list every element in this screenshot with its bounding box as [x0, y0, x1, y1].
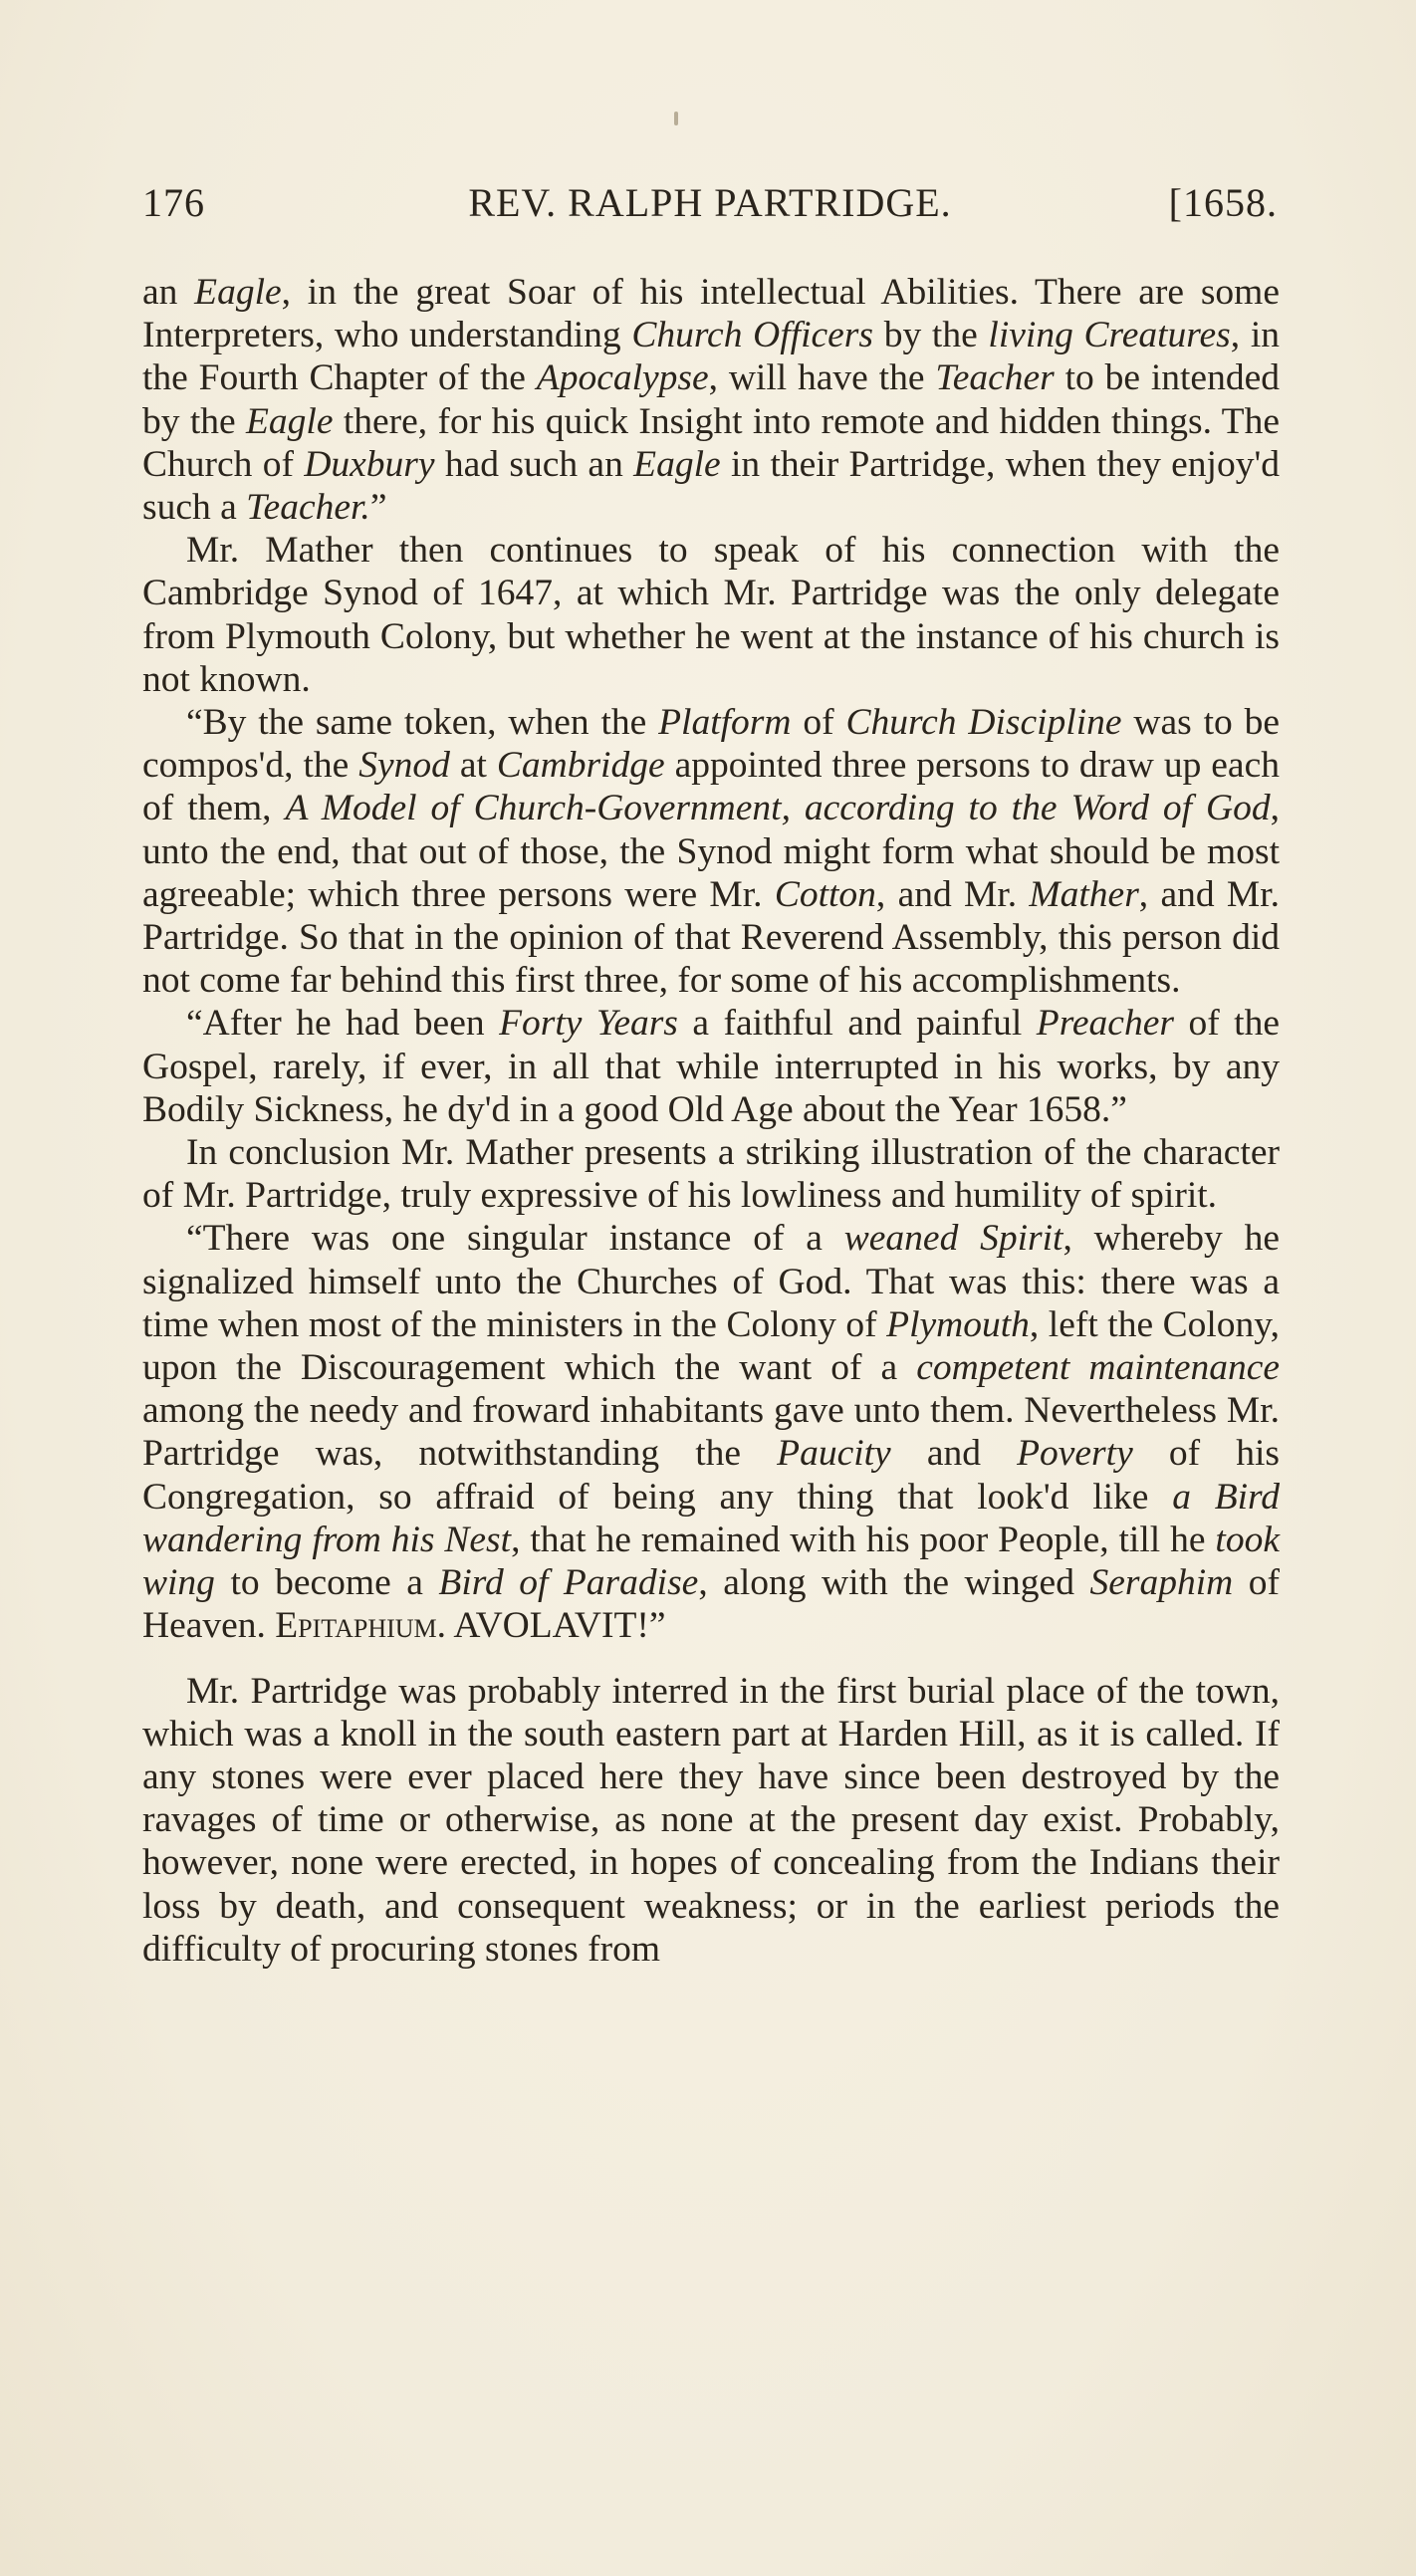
paragraph-burial-place: Mr. Partridge was probably interred in the first burial place of the town, which was a knoll in the south eastern part at Harden Hill, as it is called. If any stones were ever placed here they have since been destroyed by the ravages of time or otherwise, as none at the present day exist. Probably, however, none were erected, in hopes of concealing from the Indians their loss by death, and consequent weakness; or in the earliest periods the difficulty of procuring stones from	[142, 1670, 1280, 1970]
italic-run: Paucity	[777, 1433, 891, 1475]
italic-run: Eagle	[246, 400, 334, 442]
italic-run: Plymouth	[886, 1303, 1030, 1345]
italic-run: Teacher	[935, 357, 1055, 399]
italic-run: living Creatures	[988, 315, 1231, 356]
italic-run: Cotton	[774, 873, 876, 915]
paragraph-platform-quote: “By the same token, when the Platform of Church Discipline was to be compos'd, the Synod at Cambridge appointed three persons to draw up each of them, A Model of Church-Government, according to the Word of God, unto the end, that out of those, the Synod might form what should be most agreeable; which three persons were Mr. Cotton, and Mr. Mather, and Mr. Partridge. So that in the opinion of that Reverend Assembly, this person did not come far behind this first three, for some of his accomplishments.	[142, 702, 1280, 1002]
italic-run: Cambridge	[496, 745, 665, 787]
italic-run: competent maintenance	[916, 1347, 1281, 1389]
italic-run: weaned Spirit	[843, 1218, 1063, 1260]
italic-run: Church Officers	[631, 315, 873, 356]
paragraph-conclusion: In conclusion Mr. Mather presents a striking illustration of the character of Mr. Partridge, truly expressive of his lowliness and humility of spirit.	[142, 1132, 1280, 1217]
italic-run: Teacher.	[246, 487, 370, 529]
small-caps-run: Epitaphium.	[275, 1605, 447, 1647]
paragraph-forty-years-quote: “After he had been Forty Years a faithful and painful Preacher of the Gospel, rarely, if ever, in all that while interrupted in his works, by any Bodily Sickness, he dy'd in a good Old Age about the Year 1658.”	[142, 1003, 1280, 1130]
italic-run: a Bird wandering from his Nest	[142, 1476, 1280, 1560]
paragraph-weaned-spirit-quote: “There was one singular instance of a weaned Spirit, whereby he signalized himself unto the Churches of God. That was this: there was a time when most of the ministers in the Colony of Plymouth, left the Colony, upon the Discouragement which the want of a competent maintenance among the needy and froward inhabitants gave unto them. Nevertheless Mr. Partridge was, notwithstanding the Paucity and Poverty of his Congregation, so affraid of being any thing that look'd like a Bird wandering from his Nest, that he remained with his poor People, till he took wing to become a Bird of Paradise, along with the winged Seraphim of Heaven. Epitaphium. AVOLAVIT!”	[142, 1218, 1281, 1647]
paragraph-cambridge-synod: Mr. Mather then continues to speak of his connection with the Cambridge Synod of 1647, at which Mr. Partridge was the only delegate from Plymouth Colony, but whether he went at the instance of his church is not known.	[142, 530, 1280, 700]
italic-run: Seraphim	[1089, 1562, 1234, 1604]
italic-run: Eagle	[194, 272, 282, 313]
italic-run: Church Discipline	[845, 702, 1122, 744]
page-number: 176	[142, 180, 205, 225]
italic-run: Preacher	[1036, 1003, 1174, 1045]
italic-run: took wing	[142, 1519, 1280, 1604]
italic-run: Poverty	[1017, 1433, 1133, 1475]
italic-run: Forty Years	[499, 1003, 678, 1045]
running-title: REV. RALPH PARTRIDGE.	[468, 180, 952, 225]
italic-run: Bird of Paradise	[438, 1562, 699, 1604]
ink-mark	[674, 112, 678, 125]
italic-run: Duxbury	[304, 443, 435, 485]
italic-run: Eagle	[633, 443, 721, 485]
italic-run: Synod	[358, 745, 450, 787]
paragraph-eagle-quote: an Eagle, in the great Soar of his intellectual Abilities. There are some Interpreters, who understanding Church Officers by the living Creatures, in the Fourth Chapter of the Apocalypse, will have the Teacher to be intended by the Eagle there, for his quick Insight into remote and hidden things. The Church of Duxbury had such an Eagle in their Partridge, when they enjoy'd such a Teacher.”	[142, 272, 1280, 529]
running-header	[142, 179, 1278, 229]
body-text	[142, 271, 1280, 1971]
running-year: [1658.	[1168, 180, 1278, 225]
italic-run: A Model of Church-Government, according to the Word of God	[285, 788, 1271, 829]
italic-run: Platform	[658, 702, 792, 744]
italic-run: Apocalypse	[536, 357, 709, 399]
italic-run: Mather	[1029, 873, 1139, 915]
